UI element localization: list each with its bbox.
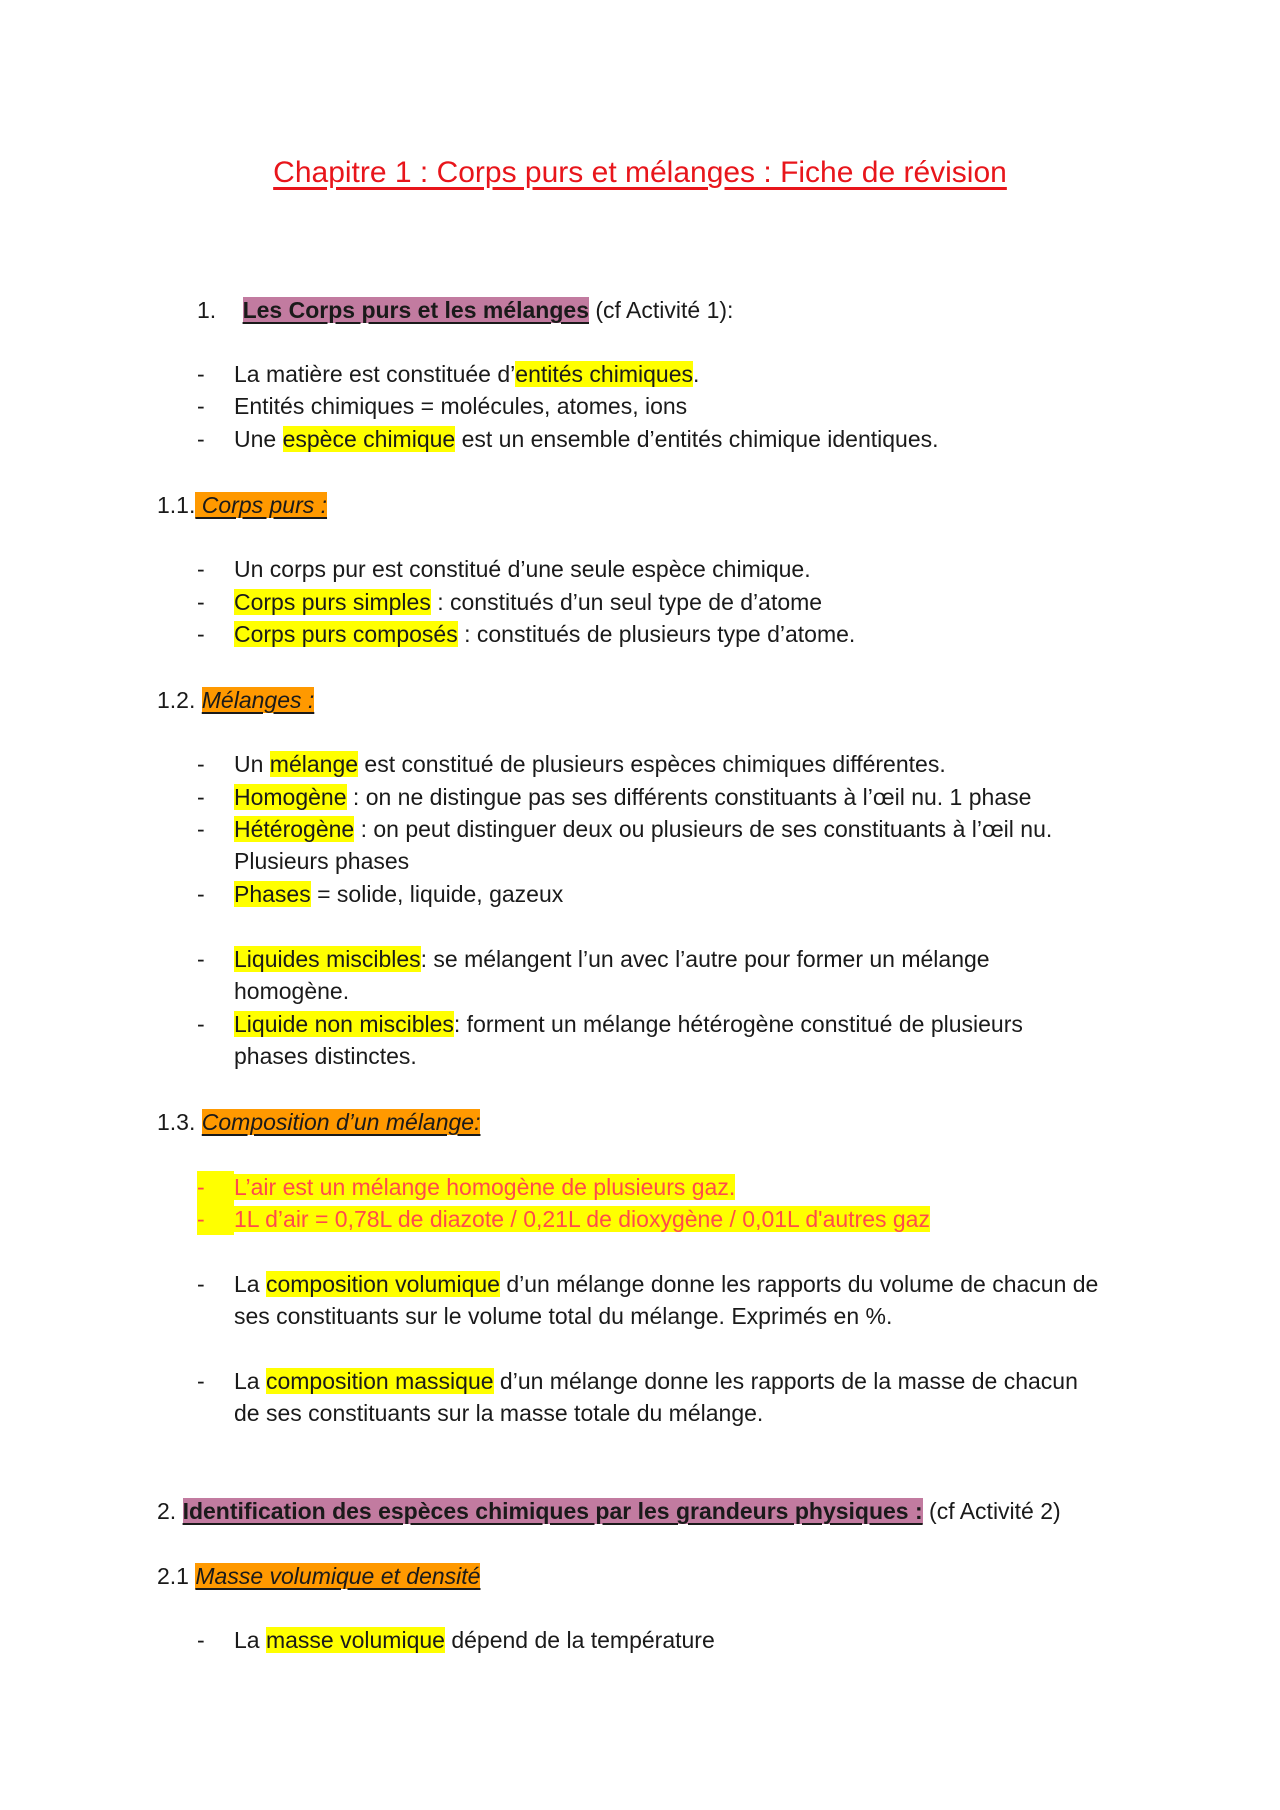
list-item-text: Entités chimiques = molécules, atomes, ions <box>234 393 688 419</box>
list-item-continuation: de ses constituants sur la masse totale du mélange. <box>234 1400 764 1426</box>
list-item-continuation: Plusieurs phases <box>234 848 410 874</box>
list-item: - <box>197 1368 205 1394</box>
heading-suffix: (cf Activité 1): <box>588 297 734 323</box>
list-item-continuation: ses constituants sur le volume total du mélange. Exprimés en %. <box>234 1303 893 1329</box>
list-item: - <box>197 426 205 452</box>
list-item-text: Une espèce chimique est un ensemble d’entités chimique identiques. <box>234 426 939 452</box>
list-item: - <box>197 881 205 907</box>
section-1-1-heading: 1.1. Corps purs : <box>157 492 328 518</box>
list-item: - <box>197 784 205 810</box>
section-number: 1. <box>197 297 217 323</box>
air-line: - L’air est un mélange homogène de plusieurs gaz. <box>197 1171 735 1203</box>
section-1-3-heading: 1.3. Composition d’un mélange: <box>157 1109 481 1135</box>
list-item: - <box>197 589 205 615</box>
list-item: - <box>197 361 205 387</box>
list-item-text: Corps purs composés : constitués de plusieurs type d’atome. <box>234 621 856 647</box>
section-1-heading <box>197 294 733 326</box>
list-item-text: Un corps pur est constitué d’une seule espèce chimique. <box>234 556 811 582</box>
list-item-text: La matière est constituée d’entités chimiques. <box>234 361 700 387</box>
list-item: - <box>197 621 205 647</box>
list-item: - <box>197 816 205 842</box>
section-2-heading: 2. Identification des espèces chimiques par les grandeurs physiques : (cf Activité 2) <box>157 1498 1061 1524</box>
heading-text: Les Corps purs et les mélanges <box>242 297 589 323</box>
list-item-text: Phases = solide, liquide, gazeux <box>234 881 564 907</box>
list-item-text: Hétérogène : on peut distinguer deux ou plusieurs de ses constituants à l’œil nu. <box>234 816 1053 842</box>
list-item-text: La composition massique d’un mélange donne les rapports de la masse de chacun <box>234 1368 1078 1394</box>
section-2-1-heading: 2.1 Masse volumique et densité <box>157 1563 481 1589</box>
section-1-2-heading: 1.2. Mélanges : <box>157 687 315 713</box>
list-item-continuation: phases distinctes. <box>234 1043 417 1069</box>
list-item-text: Liquides miscibles: se mélangent l’un avec l’autre pour former un mélange <box>234 946 990 972</box>
list-item: - <box>197 393 205 419</box>
page-title: Chapitre 1 : Corps purs et mélanges : Fiche de révision <box>273 156 1007 189</box>
list-item: - <box>197 556 205 582</box>
list-item: - <box>197 1627 205 1653</box>
list-item-text: Homogène : on ne distingue pas ses différents constituants à l’œil nu. 1 phase <box>234 784 1032 810</box>
list-item: - <box>197 946 205 972</box>
list-item-text: Corps purs simples : constitués d’un seul type de d’atome <box>234 589 823 615</box>
list-item-text: Liquide non miscibles: forment un mélange hétérogène constitué de plusieurs <box>234 1011 1023 1037</box>
list-item: - <box>197 751 205 777</box>
list-item-text: La composition volumique d’un mélange donne les rapports du volume de chacun de <box>234 1271 1099 1297</box>
list-item-text: La masse volumique dépend de la température <box>234 1627 715 1653</box>
list-item: - <box>197 1011 205 1037</box>
air-composition-line: - 1L d’air = 0,78L de diazote / 0,21L de dioxygène / 0,01L d'autres gaz <box>197 1203 930 1235</box>
list-item-text: Un mélange est constitué de plusieurs espèces chimiques différentes. <box>234 751 946 777</box>
list-item-continuation: homogène. <box>234 978 350 1004</box>
list-item: - <box>197 1271 205 1297</box>
